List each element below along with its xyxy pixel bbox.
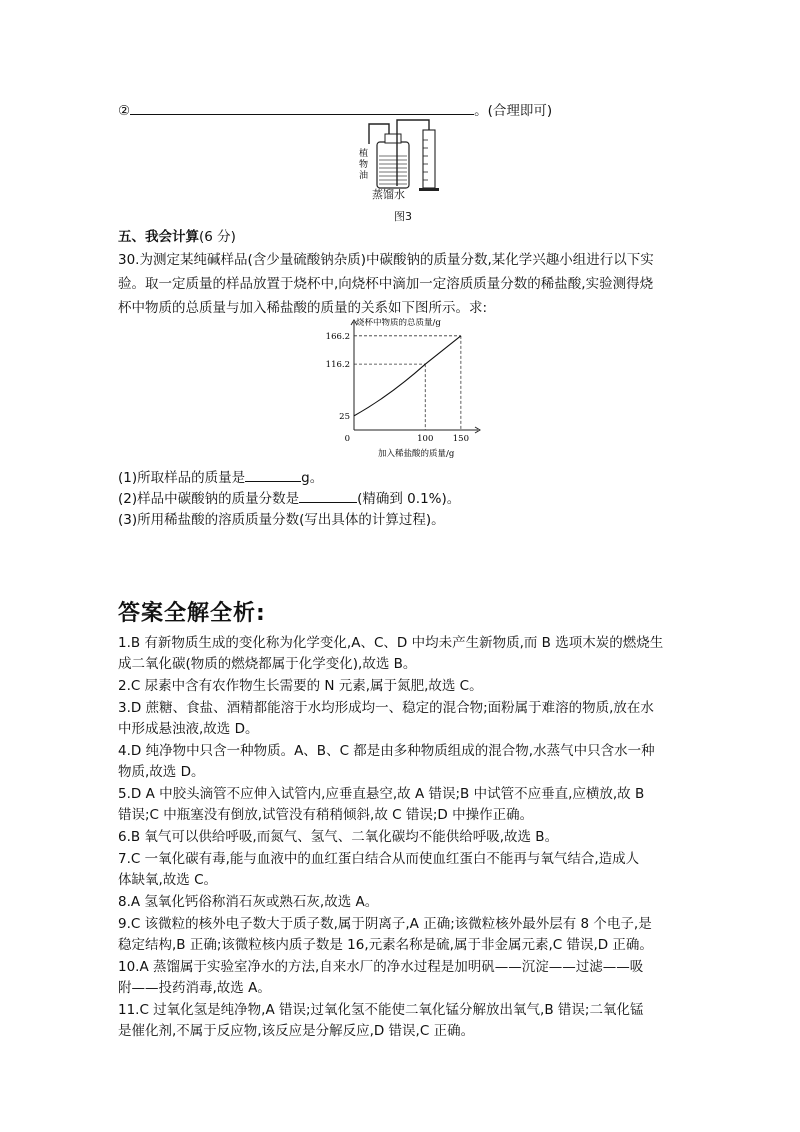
origin-label: 0 (344, 434, 350, 444)
answer-item-continued: 中形成悬浊液,故选 D。 (118, 721, 259, 737)
x-tick-label: 100 (417, 434, 434, 444)
q30-line-3: 杯中物质的总质量与加入稀盐酸的质量的关系如下图所示。求: (118, 300, 488, 316)
answer-item: 2.C 尿素中含有农作物生长需要的 N 元素,属于氮肥,故选 C。 (118, 678, 483, 694)
answer-item: 1.B 有新物质生成的变化称为化学变化,A、C、D 中均未产生新物质,而 B 选项木炭的燃烧生 (118, 635, 664, 651)
sub1-prompt: (1)所取样品的质量是 (118, 470, 246, 486)
apparatus-diagram (355, 116, 445, 194)
q29-suffix: 。(合理即可) (474, 103, 553, 119)
y-tick-label: 166.2 (325, 331, 350, 342)
answer-item: 4.D 纯净物中只含一种物质。A、B、C 都是由多种物质组成的混合物,水蒸气中只含水一种 (118, 743, 655, 759)
y-tick-label: 116.2 (325, 360, 350, 371)
answers-title: 答案全解全析: (118, 601, 266, 626)
x-axis-label: 加入稀盐酸的质量/g (378, 449, 455, 459)
answer-item: 7.C 一氧化碳有毒,能与血液中的血红蛋白结合从而使血红蛋白不能再与氧气结合,造成人 (118, 851, 640, 867)
water-label: 蒸馏水 (372, 188, 405, 201)
oil-label-1: 植 (359, 149, 369, 159)
sub1-unit: g。 (301, 470, 324, 486)
q30-sub2 (118, 488, 460, 509)
answer-item: 6.B 氧气可以供给呼吸,而氮气、氢气、二氧化碳均不能供给呼吸,故选 B。 (118, 829, 559, 845)
bottle-stopper (385, 134, 401, 143)
measuring-cylinder (423, 130, 435, 188)
gas-bottle (377, 142, 409, 188)
answer-item: 9.C 该微粒的核外电子数大于质子数,属于阴离子,A 正确;该微粒核外最外层有 8 个电子,是 (118, 916, 652, 932)
q30-line-2: 验。取一定质量的样品放置于烧杯中,向烧杯中滴加一定溶质质量分数的稀盐酸,实验测得烧 (118, 276, 654, 292)
mass-chart (320, 318, 490, 460)
q29-marker: ② (118, 103, 131, 119)
series-line (354, 336, 461, 416)
section-heading (118, 227, 236, 247)
q30-sub3: (3)所用稀盐酸的溶质质量分数(写出具体的计算过程)。 (118, 512, 445, 528)
answer-item: 8.A 氢氧化钙俗称消石灰或熟石灰,故选 A。 (118, 894, 379, 910)
q30-sub1 (118, 467, 323, 488)
q29-answer-line (118, 100, 552, 121)
fraction-blank[interactable] (299, 488, 357, 503)
y-axis-label: 烧杯中物质的总质量/g (356, 318, 441, 328)
sample-mass-blank[interactable] (245, 467, 301, 482)
sub2-prompt: (2)样品中碳酸钠的质量分数是 (118, 491, 300, 507)
figure-caption: 图3 (394, 210, 412, 223)
oil-label-2: 物 (359, 160, 369, 170)
sub2-suffix: (精确到 0.1%)。 (357, 491, 461, 507)
section-points: (6 分) (199, 229, 236, 245)
q30-line-1: 30.为测定某纯碱样品(含少量硫酸钠杂质)中碳酸钠的质量分数,某化学兴趣小组进行以下实 (118, 252, 654, 268)
answer-item-continued: 体缺氧,故选 C。 (118, 872, 218, 888)
answer-item: 3.D 蔗糖、食盐、酒精都能溶于水均形成均一、稳定的混合物;面粉属于难溶的物质,放在水 (118, 700, 654, 716)
answer-item: 10.A 蒸馏属于实验室净水的方法,自来水厂的净水过程是加明矾——沉淀——过滤——吸 (118, 959, 644, 975)
answer-item: 11.C 过氧化氢是纯净物,A 错误;过氧化氢不能使二氧化锰分解放出氧气,B 错误;二氧化锰 (118, 1002, 644, 1018)
y-tick-label: 25 (339, 411, 350, 422)
answer-item-continued: 稳定结构,B 正确;该微粒核内质子数是 16,元素名称是硫,属于非金属元素,C 错误,D 正确。 (118, 937, 653, 953)
x-tick-label: 150 (452, 434, 469, 444)
answer-item-continued: 是催化剂,不属于反应物,该反应是分解反应,D 错误,C 正确。 (118, 1023, 475, 1039)
answer-item-continued: 附——投药消毒,故选 A。 (118, 980, 271, 996)
answer-item-continued: 物质,故选 D。 (118, 764, 205, 780)
answer-item: 5.D A 中胶头滴管不应伸入试管内,应垂直悬空,故 A 错误;B 中试管不应垂直,应横放,故 B (118, 786, 645, 802)
section-title: 五、我会计算 (118, 229, 199, 245)
answer-item-continued: 成二氧化碳(物质的燃烧都属于化学变化),故选 B。 (118, 656, 417, 672)
answer-blank[interactable] (130, 100, 474, 115)
oil-label-3: 油 (359, 171, 369, 181)
answer-item-continued: 错误;C 中瓶塞没有倒放,试管没有稍稍倾斜,故 C 错误;D 中操作正确。 (118, 807, 534, 823)
